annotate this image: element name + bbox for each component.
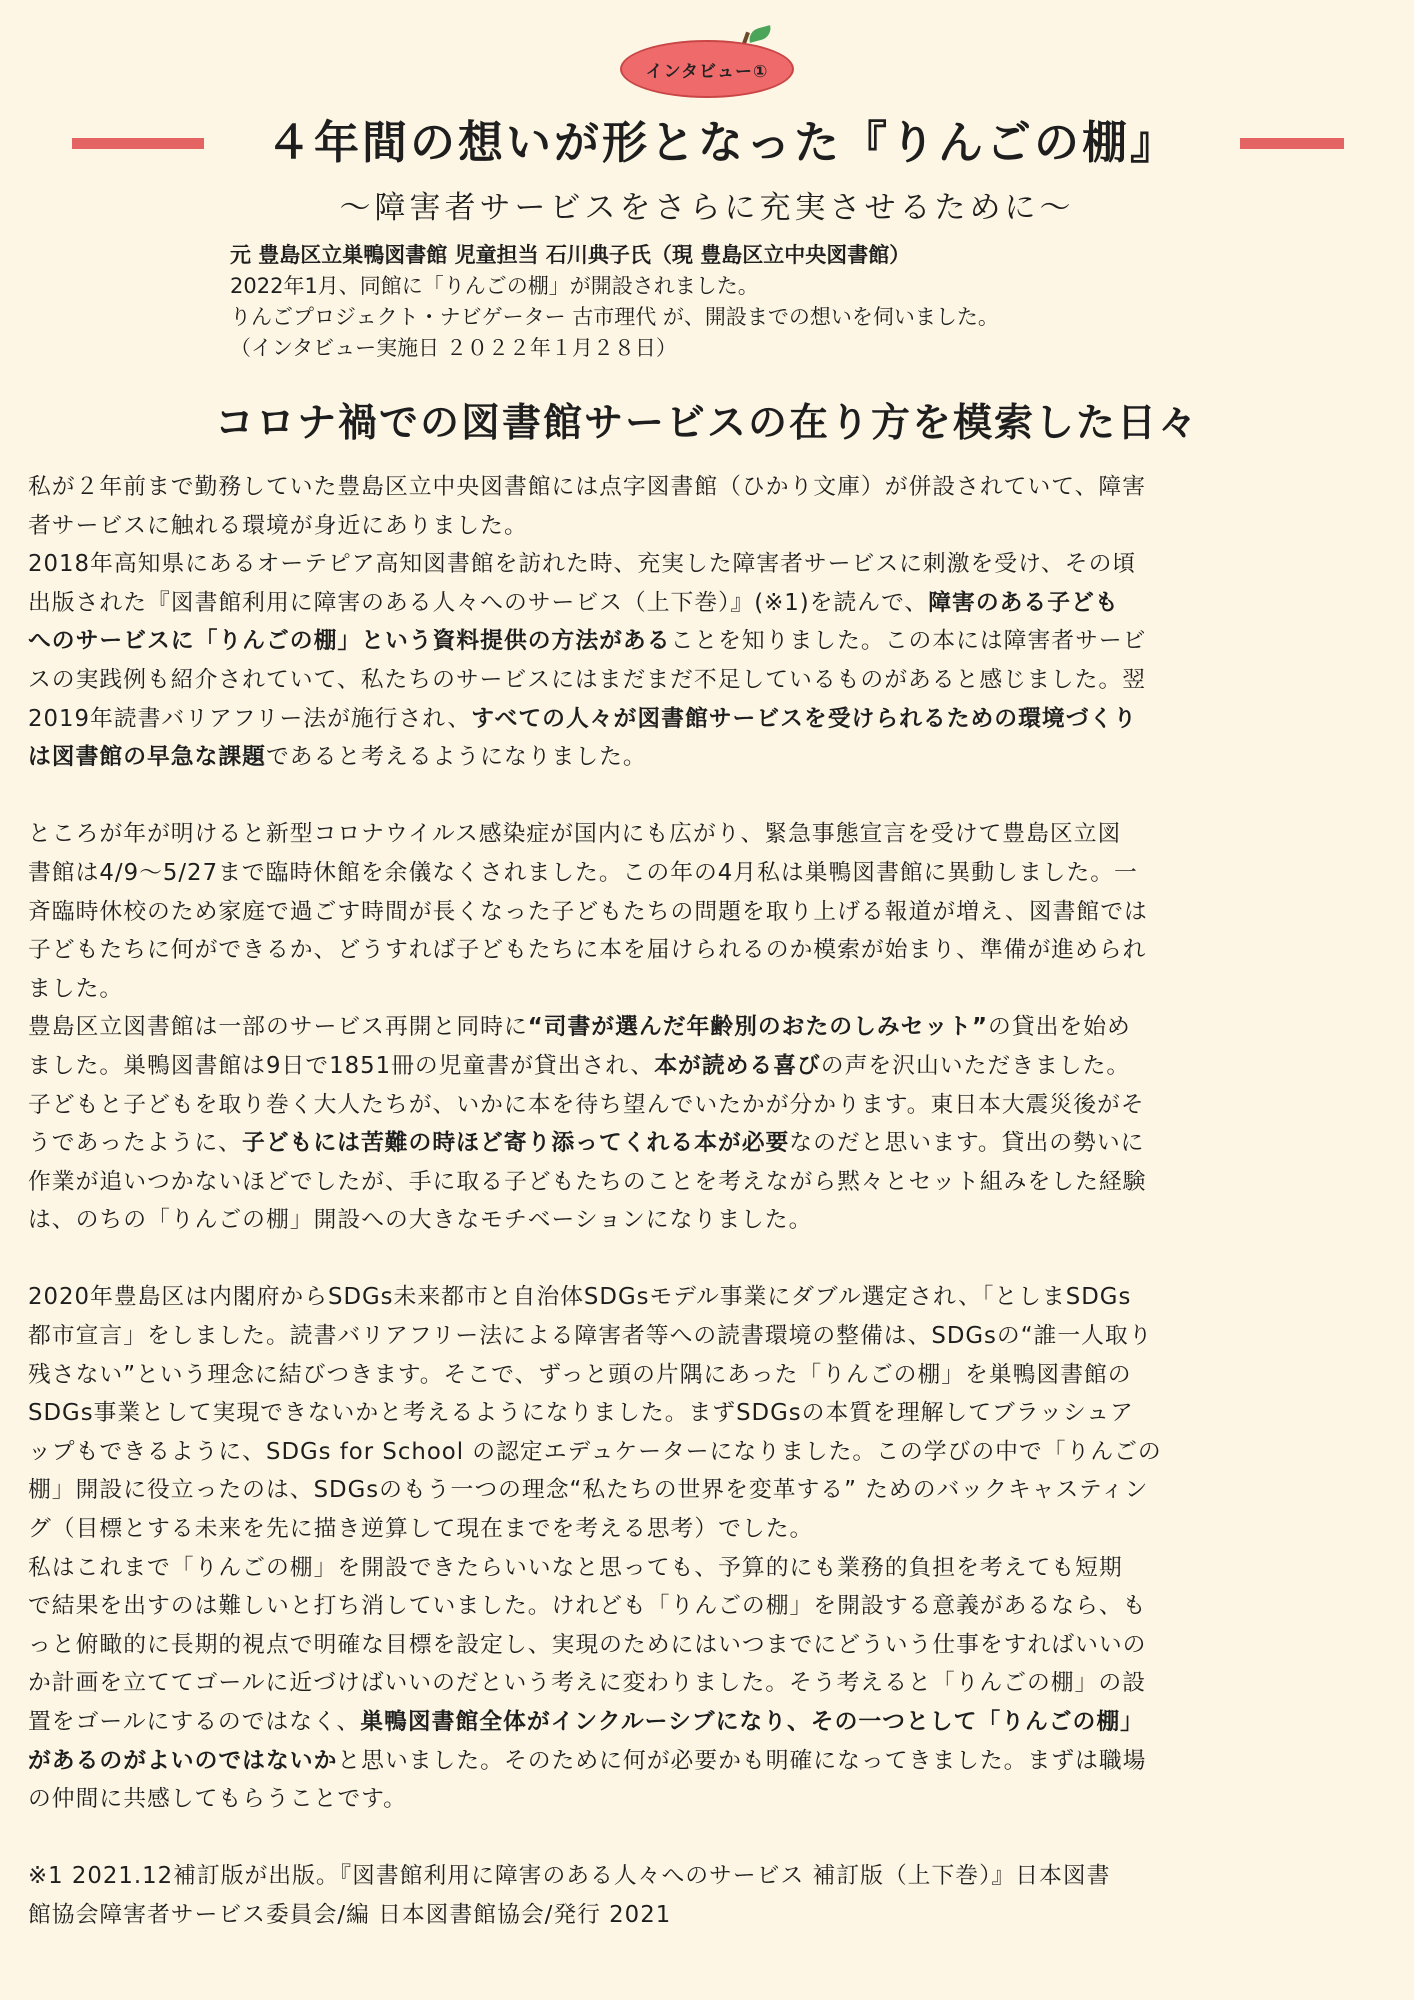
intro-line: （インタビュー実施日 ２０２２年１月２８日） <box>230 336 677 360</box>
text-run: の声を沢山いただきました。 <box>820 1052 1131 1079</box>
text-line <box>28 1896 1386 1935</box>
text-line <box>28 931 1386 970</box>
text-run: と思いました。そのために何が必要かも明確になってきました。まずは職場 <box>337 1747 1147 1774</box>
emphasis-text: へのサービスに「りんごの棚」という資料提供の方法がある <box>28 628 671 655</box>
paragraph-3 <box>28 1278 1386 1818</box>
apple-leaf-icon <box>747 25 773 43</box>
text-run: で結果を出すのは難しいと打ち消していました。けれども「りんごの棚」を開設する意義があるなら、も <box>28 1593 1147 1620</box>
text-run: ました。巣鴨図書館は9日で1851冊の児童書が貸出され、 <box>28 1052 655 1079</box>
paragraph-gap <box>28 777 1386 816</box>
emphasis-text: 巣鴨図書館全体がインクルーシブになり、その一つとして「りんごの棚」 <box>360 1709 1144 1735</box>
text-run: 2020年豊島区は内閣府からSDGs未来都市と自治体SDGsモデル事業にダブル選定され、「としまSDGs <box>28 1284 1132 1311</box>
emphasis-text: 本が読める喜び <box>654 1052 821 1079</box>
text-run: 豊島区立図書館は一部のサービス再開と同時に <box>28 1014 528 1041</box>
paragraph-2 <box>28 815 1386 1240</box>
text-line <box>28 1742 1386 1781</box>
text-run: 書館は4/9～5/27まで臨時休館を余儀なくされました。この年の4月私は巣鴨図書館に異動しました。一 <box>28 859 1138 886</box>
title-decoration-right <box>1240 138 1344 149</box>
text-run: 館協会障害者サービス委員会/編 日本図書館協会/発行 2021 <box>28 1901 672 1928</box>
text-run: 2018年高知県にあるオーテピア高知図書館を訪れた時、充実した障害者サービスに刺激を受け、その頃 <box>28 551 1137 578</box>
emphasis-text: は図書館の早急な課題 <box>28 744 266 771</box>
text-line <box>28 468 1386 507</box>
text-run: ※1 2021.12補訂版が出版。『図書館利用に障害のある人々へのサービス 補訂版（上下巻）』日本図書 <box>28 1863 1111 1890</box>
text-run: 置をゴールにするのではなく、 <box>28 1709 361 1735</box>
text-line <box>28 661 1386 700</box>
badge-label: インタビュー① <box>645 61 769 82</box>
text-run: 2019年読書バリアフリー法が施行され、 <box>28 705 472 732</box>
text-line <box>28 1703 1386 1742</box>
text-run: であると考えるようになりました。 <box>265 744 647 771</box>
text-run: ことを知りました。この本には障害者サービ <box>670 628 1147 655</box>
text-line <box>28 738 1386 777</box>
text-run: うであったように、 <box>28 1130 242 1157</box>
page-subtitle: ～障害者サービスをさらに充実させるために～ <box>339 190 1075 226</box>
text-line <box>28 1394 1386 1433</box>
text-run: は、のちの「りんごの棚」開設への大きなモチベーションになりました。 <box>28 1207 813 1234</box>
title-decoration-left <box>72 138 204 149</box>
emphasis-text: があるのがよいのではないか <box>28 1747 338 1774</box>
text-line <box>28 584 1386 623</box>
text-line <box>28 1086 1386 1125</box>
text-line <box>28 1008 1386 1047</box>
article-body <box>28 468 1386 1935</box>
text-line <box>28 507 1386 546</box>
text-line <box>28 893 1386 932</box>
paragraph-gap <box>28 1819 1386 1858</box>
text-line <box>28 1549 1386 1588</box>
text-line <box>28 1433 1386 1472</box>
text-line <box>28 1163 1386 1202</box>
paragraph-gap <box>28 1240 1386 1279</box>
text-line <box>28 1471 1386 1510</box>
text-run: なのだと思います。貸出の勢いに <box>789 1130 1145 1157</box>
footnote <box>28 1857 1386 1934</box>
emphasis-text: “司書が選んだ年齢別のおたのしみセット” <box>527 1014 989 1041</box>
text-run: 残さない”という理念に結びつきます。そこで、ずっと頭の片隅にあった「りんごの棚」を巣鴨図書館の <box>28 1361 1132 1388</box>
text-line <box>28 854 1386 893</box>
text-run: の貸出を始め <box>988 1014 1131 1041</box>
text-run: 都市宣言」をしました。読書バリアフリー法による障害者等への読書環境の整備は、SDGsの“誰一人取り <box>28 1323 1153 1350</box>
emphasis-text: すべての人々が図書館サービスを受けられるための環境づくり <box>471 705 1138 732</box>
text-line <box>28 1047 1386 1086</box>
text-run: 斉臨時休校のため家庭で過ごす時間が長くなった子どもたちの問題を取り上げる報道が増え、図書館では <box>28 898 1148 925</box>
text-run: グ（目標とする未来を先に描き逆算して現在までを考える思考）でした。 <box>28 1516 814 1543</box>
interviewee-role: 元 豊島区立巣鴨図書館 児童担当 石川典子氏（現 豊島区立中央図書館） <box>230 243 911 267</box>
text-run: スの実践例も紹介されていて、私たちのサービスにはまだまだ不足しているものがあると感じました。翌 <box>28 666 1146 693</box>
text-run: っと俯瞰的に長期的視点で明確な目標を設定し、実現のためにはいつまでにどういう仕事をすればいいの <box>28 1631 1147 1658</box>
text-line <box>28 700 1386 739</box>
section-heading: コロナ禍での図書館サービスの在り方を模索した日々 <box>214 401 1199 446</box>
page-title: ４年間の想いが形となった『りんごの棚』 <box>265 116 1178 169</box>
text-line <box>28 622 1386 661</box>
emphasis-text: 子どもには苦難の時ほど寄り添ってくれる本が必要 <box>241 1130 790 1157</box>
text-run: 棚」開設に役立ったのは、SDGsのもう一つの理念“私たちの世界を変革する” ためのバックキャスティン <box>28 1477 1149 1504</box>
text-line <box>28 1124 1386 1163</box>
text-line <box>28 1587 1386 1626</box>
text-line <box>28 545 1386 584</box>
text-run: ました。 <box>28 975 124 1002</box>
text-run: ップもできるように、SDGs for School の認定エデュケーターになりました。この学びの中で「りんごの <box>28 1438 1162 1465</box>
text-line <box>28 1857 1386 1896</box>
text-line <box>28 970 1386 1009</box>
text-line <box>28 1317 1386 1356</box>
paragraph-1 <box>28 468 1386 777</box>
intro-line: 2022年1月、同館に「りんごの棚」が開設されました。 <box>230 274 759 298</box>
text-run: 出版された『図書館利用に障害のある人々へのサービス（上下巻）』(※1)を読んで、 <box>28 589 929 616</box>
text-run: 者サービスに触れる環境が身近にありました。 <box>28 512 528 539</box>
text-run: 子どもと子どもを取り巻く大人たちが、いかに本を待ち望んでいたかが分かります。東日本大震災後がそ <box>28 1091 1145 1118</box>
text-run: 私はこれまで「りんごの棚」を開設できたらいいなと思っても、予算的にも業務的負担を考えても短期 <box>28 1554 1123 1581</box>
interview-badge <box>620 22 792 96</box>
text-run: 子どもたちに何ができるか、どうすれば子どもたちに本を届けられるのか模索が始まり、準備が進められ <box>28 937 1147 964</box>
text-line <box>28 1626 1386 1665</box>
text-line <box>28 1780 1386 1819</box>
text-line <box>28 815 1386 854</box>
text-line <box>28 1278 1386 1317</box>
text-run: の仲間に共感してもらうことです。 <box>28 1786 407 1813</box>
emphasis-text: 障害のある子ども <box>928 589 1119 616</box>
text-run: SDGs事業として実現できないかと考えるようになりました。まずSDGsの本質を理解してブラッシュア <box>28 1400 1134 1427</box>
text-line <box>28 1664 1386 1703</box>
title-row <box>0 108 1414 178</box>
text-line <box>28 1510 1386 1549</box>
intro-line: りんごプロジェクト・ナビゲーター 古市理代 が、開設までの想いを伺いました。 <box>230 305 999 329</box>
apple-icon <box>620 40 794 98</box>
text-run: ところが年が明けると新型コロナウイルス感染症が国内にも広がり、緊急事態宣言を受けて豊島区立図 <box>28 821 1122 848</box>
text-line <box>28 1356 1386 1395</box>
intro-block <box>230 240 999 364</box>
text-line <box>28 1201 1386 1240</box>
text-run: 作業が追いつかないほどでしたが、手に取る子どもたちのことを考えながら黙々とセット組みをした経験 <box>28 1168 1147 1195</box>
text-run: 私が２年前まで勤務していた豊島区立中央図書館には点字図書館（ひかり文庫）が併設されていて、障害 <box>28 474 1146 500</box>
text-run: か計画を立ててゴールに近づけばいいのだという考えに変わりました。そう考えると「りんごの棚」の設 <box>28 1670 1146 1697</box>
